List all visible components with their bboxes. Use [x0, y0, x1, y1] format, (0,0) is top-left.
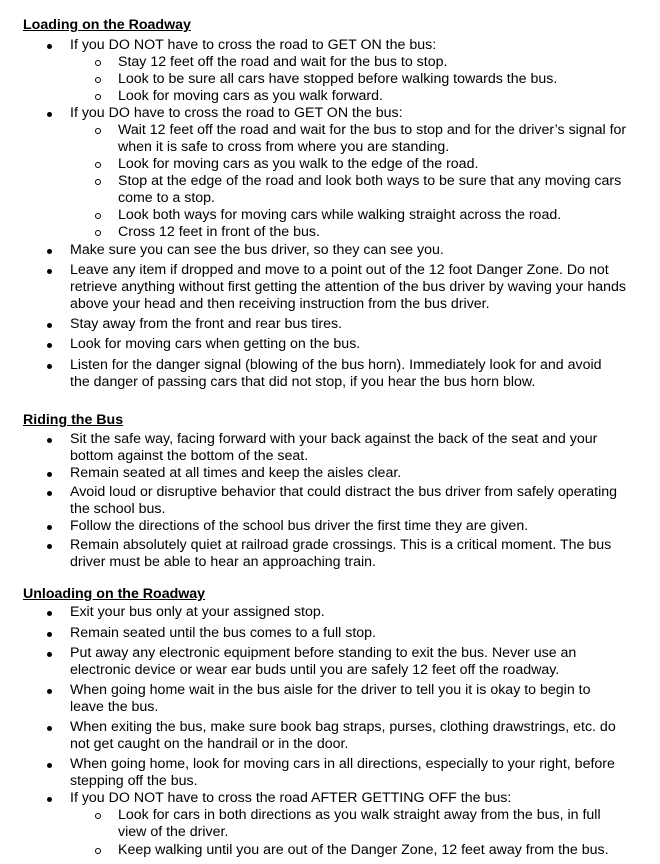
item-line: Exit your bus only at your assigned stop. [70, 604, 325, 620]
circle-bullet-icon [95, 156, 101, 173]
item-line: the school bus. [70, 501, 166, 517]
item-line: If you DO NOT have to cross the road to GET ON the bus: [70, 37, 437, 53]
item-line: Look to be sure all cars have stopped before walking towards the bus. [118, 71, 558, 87]
bullet-icon [47, 682, 52, 699]
circle-bullet-icon [95, 842, 101, 859]
circle-bullet-icon [95, 807, 101, 824]
item-line: Remain absolutely quiet at railroad grade crossings. This is a critical moment. The bus [70, 537, 612, 553]
item-line: above your head and then receiving instruction from the bus driver. [70, 296, 490, 312]
item-line: Follow the directions of the school bus driver the first time they are given. [70, 518, 529, 534]
item-line: When exiting the bus, make sure book bag straps, purses, clothing drawstrings, etc. do [70, 719, 616, 735]
item-line: electronic device or wear ear buds until you are safely 12 feet off the roadway. [70, 662, 560, 678]
bullet-icon [47, 518, 52, 535]
circle-bullet-icon [95, 71, 101, 88]
item-line: Stop at the edge of the road and look both ways to be sure that any moving cars [118, 173, 622, 189]
item-line: Avoid loud or disruptive behavior that could distract the bus driver from safely operating [70, 484, 618, 500]
bullet-icon [47, 431, 52, 448]
item-line: Remain seated at all times and keep the aisles clear. [70, 465, 402, 481]
item-line: when it is safe to cross from where you are standing. [118, 139, 450, 155]
item-line: bottom against the bottom of the seat. [70, 448, 309, 464]
circle-bullet-icon [95, 207, 101, 224]
bullet-icon [47, 604, 52, 621]
item-line: come to a stop. [118, 190, 215, 206]
item-line: not get caught on the handrail or in the door. [70, 736, 349, 752]
item-line: Remain seated until the bus comes to a full stop. [70, 625, 376, 641]
circle-bullet-icon [95, 88, 101, 105]
bullet-icon [47, 316, 52, 333]
bullet-icon [47, 645, 52, 662]
section-title: Loading on the Roadway [23, 17, 191, 33]
item-line: Make sure you can see the bus driver, so they can see you. [70, 242, 444, 258]
bullet-icon [47, 357, 52, 374]
section-title: Riding the Bus [23, 412, 124, 428]
bullet-icon [47, 790, 52, 807]
bullet-icon [47, 756, 52, 773]
item-line: If you DO have to cross the road to GET ON the bus: [70, 105, 403, 121]
bullet-icon [47, 465, 52, 482]
circle-bullet-icon [95, 122, 101, 139]
item-line: If you DO NOT have to cross the road AFTER GETTING OFF the bus: [70, 790, 512, 806]
item-line: Put away any electronic equipment before standing to exit the bus. Never use an [70, 645, 577, 661]
item-line: stepping off the bus. [70, 773, 198, 789]
item-line: the danger of passing cars that did not stop, if you hear the bus horn blow. [70, 374, 536, 390]
item-line: driver must be able to hear an approaching train. [70, 554, 377, 570]
item-line: Stay away from the front and rear bus tires. [70, 316, 343, 332]
item-line: retrieve anything without first getting the attention of the bus driver by waving your hands [70, 279, 626, 295]
bullet-icon [47, 105, 52, 122]
item-line: Look for moving cars as you walk to the edge of the road. [118, 156, 479, 172]
item-line: Keep walking until you are out of the Danger Zone, 12 feet away from the bus. [118, 842, 609, 858]
circle-bullet-icon [95, 54, 101, 71]
circle-bullet-icon [95, 173, 101, 190]
circle-bullet-icon [95, 224, 101, 241]
item-line: Leave any item if dropped and move to a point out of the 12 foot Danger Zone. Do not [70, 262, 609, 278]
item-line: Look for moving cars when getting on the bus. [70, 336, 361, 352]
bullet-icon [47, 262, 52, 279]
item-line: Look both ways for moving cars while walking straight across the road. [118, 207, 562, 223]
section-title: Unloading on the Roadway [23, 586, 206, 602]
item-line: Look for moving cars as you walk forward. [118, 88, 383, 104]
item-line: leave the bus. [70, 699, 159, 715]
bullet-icon [47, 625, 52, 642]
item-line: Stay 12 feet off the road and wait for the bus to stop. [118, 54, 448, 70]
item-line: view of the driver. [118, 824, 229, 840]
bullet-icon [47, 484, 52, 501]
bullet-icon [47, 37, 52, 54]
item-line: Wait 12 feet off the road and wait for the bus to stop and for the driver’s signal for [118, 122, 627, 138]
bullet-icon [47, 719, 52, 736]
bullet-icon [47, 537, 52, 554]
item-line: Sit the safe way, facing forward with your back against the back of the seat and your [70, 431, 598, 447]
item-line: Look for cars in both directions as you walk straight away from the bus, in full [118, 807, 601, 823]
item-line: Listen for the danger signal (blowing of the bus horn). Immediately look for and avoid [70, 357, 602, 373]
item-line: When going home, look for moving cars in all directions, especially to your right, before [70, 756, 615, 772]
item-line: Cross 12 feet in front of the bus. [118, 224, 320, 240]
item-line: When going home wait in the bus aisle for the driver to tell you it is okay to begin to [70, 682, 591, 698]
bullet-icon [47, 242, 52, 259]
bullet-icon [47, 336, 52, 353]
